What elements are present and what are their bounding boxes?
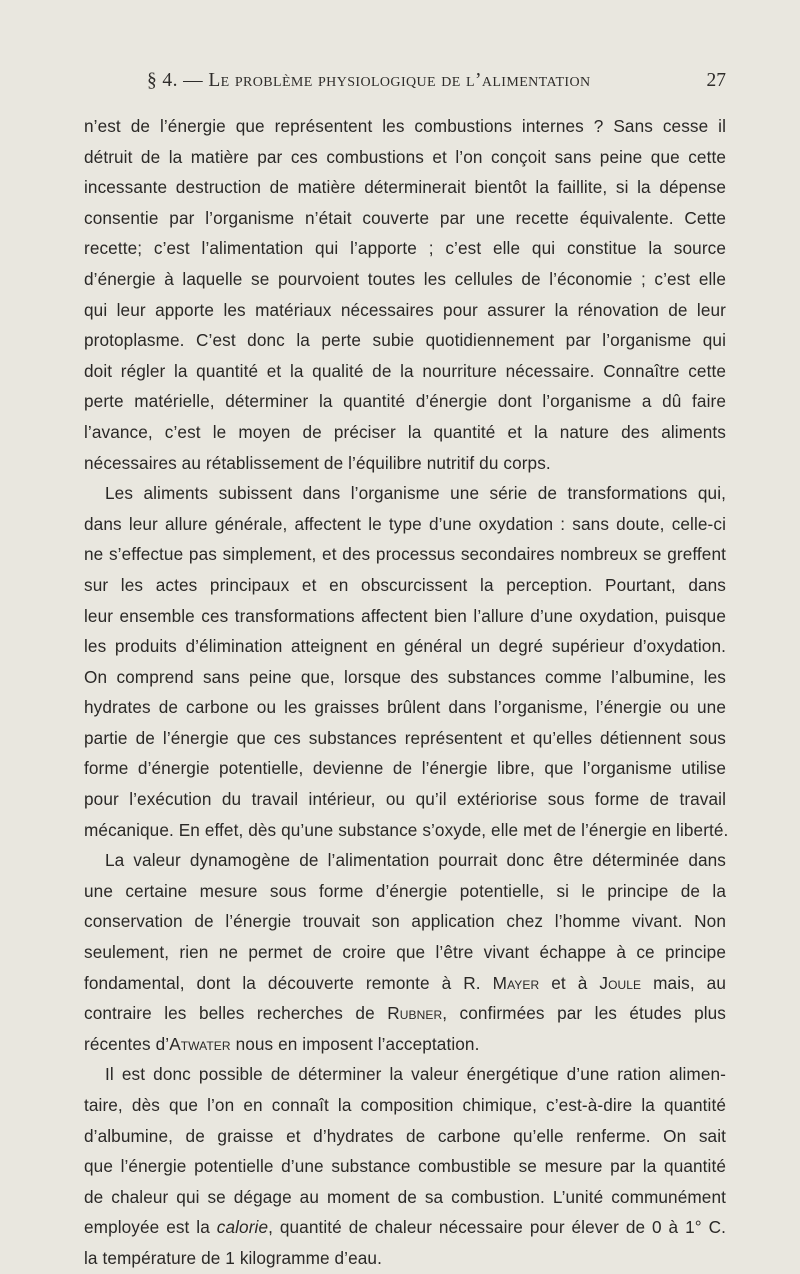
text-line: n’est de l’énergie que représentent les combustions internes ? Sans cesse il: [84, 116, 726, 136]
text-line: conservation de l’énergie trouvait son application chez l’homme vivant. Non: [84, 911, 726, 932]
text-fragment: , confirmées par les études plus: [442, 1003, 726, 1024]
author-name: Joule: [599, 972, 642, 993]
body-text: [84, 111, 729, 1274]
text-line: consentie par l’organisme n’était couverte par une recette équivalente. Cette: [84, 207, 726, 228]
text-fragment: fondamental, dont la découverte remonte à R.: [84, 972, 493, 993]
text-fragment: mais, au: [641, 972, 726, 993]
text-line: ne s’effectue pas simplement, et des processus secondaires nombreux se greffent: [84, 544, 726, 565]
text-fragment: et à: [539, 972, 600, 993]
text-line: recette; c’est l’alimentation qui l’apporte ; c’est elle qui constitue la source: [84, 238, 726, 259]
text-fragment: , quantité de chaleur nécessaire pour élever de 0 à 1° C.: [268, 1217, 726, 1238]
text-line: [84, 998, 726, 1029]
text-line: incessante destruction de matière déterminerait bientôt la faillite, si la dépense: [84, 177, 726, 198]
author-name: Mayer: [492, 972, 540, 993]
text-line: d’énergie à laquelle se pourvoient toutes les cellules de l’économie ; c’est elle: [84, 268, 726, 289]
text-line: perte matérielle, déterminer la quantité d’énergie dont l’organisme a dû faire: [84, 391, 726, 412]
text-line: nécessaires au rétablissement de l’équilibre nutritif du corps.: [84, 452, 551, 473]
text-fragment: récentes d’: [84, 1033, 170, 1054]
text-line: mécanique. En effet, dès qu’une substance s’oxyde, elle met de l’énergie en liberté.: [84, 819, 729, 840]
text-line: dans leur allure générale, affectent le type d’une oxydation : sans doute, celle-ci: [84, 513, 726, 534]
text-line: protoplasme. C’est donc la perte subie quotidiennement par l’organisme qui: [84, 330, 726, 351]
text-line: les produits d’élimination atteignent en général un degré supérieur d’oxydation.: [84, 636, 726, 657]
section-number: § 4. —: [147, 70, 209, 91]
text-line: forme d’énergie potentielle, devienne de l’énergie libre, que l’organisme utilise: [84, 758, 726, 779]
text-line: [84, 1212, 726, 1243]
chapter-title: Le problème physiologique de l’alimentation: [208, 70, 591, 91]
text-fragment: contraire les belles recherches de: [84, 1003, 388, 1024]
text-line: sur les actes principaux et en obscurcissent la perception. Pourtant, dans: [84, 574, 726, 595]
page-number: 27: [706, 70, 726, 91]
italic-term: calorie: [216, 1217, 269, 1238]
text-line: seulement, rien ne permet de croire que l’être vivant échappe à ce principe: [84, 942, 726, 963]
text-line: que l’énergie potentielle d’une substance combustible se mesure par la quantité: [84, 1156, 726, 1177]
text-line: leur ensemble ces transformations affectent bien l’allure d’une oxydation, puisque: [84, 605, 726, 626]
text-line: [84, 968, 726, 999]
text-line: [84, 1029, 726, 1060]
text-fragment: nous en imposent l’acceptation.: [230, 1033, 480, 1054]
text-line: On comprend sans peine que, lorsque des substances comme l’albumine, les: [84, 666, 726, 687]
text-line: la température de 1 kilogramme d’eau.: [84, 1247, 382, 1268]
text-line: d’albumine, de graisse et d’hydrates de carbone qu’elle renferme. On sait: [84, 1125, 726, 1146]
text-line: Les aliments subissent dans l’organisme une série de transformations qui,: [105, 483, 726, 504]
text-line: pour l’exécution du travail intérieur, ou qu’il extériorise sous forme de travail: [84, 789, 726, 810]
text-line: de chaleur qui se dégage au moment de sa combustion. L’unité communément: [84, 1186, 726, 1207]
text-line: taire, dès que l’on en connaît la composition chimique, c’est-à-dire la quantité: [84, 1095, 726, 1115]
author-name: Rubner: [387, 1003, 443, 1024]
text-line: qui leur apporte les matériaux nécessaires pour assurer la rénovation de leur: [84, 299, 726, 320]
text-line: une certaine mesure sous forme d’énergie potentielle, si le principe de la: [84, 880, 726, 901]
text-line: Il est donc possible de déterminer la valeur énergétique d’une ration alimen-: [105, 1064, 726, 1085]
running-head: [147, 70, 591, 92]
text-line: partie de l’énergie que ces substances représentent et qu’elles détiennent sous: [84, 727, 726, 748]
text-line: l’avance, c’est le moyen de préciser la quantité et la nature des aliments: [84, 421, 726, 442]
text-line: détruit de la matière par ces combustions et l’on conçoit sans peine que cette: [84, 146, 726, 167]
text-fragment: employée est la: [84, 1217, 217, 1238]
text-line: hydrates de carbone ou les graisses brûlent dans l’organisme, l’énergie ou une: [84, 697, 726, 718]
author-name: Atwater: [169, 1033, 231, 1054]
text-line: La valeur dynamogène de l’alimentation pourrait donc être déterminée dans: [105, 850, 726, 871]
text-line: doit régler la quantité et la qualité de la nourriture nécessaire. Connaître cette: [84, 360, 726, 381]
